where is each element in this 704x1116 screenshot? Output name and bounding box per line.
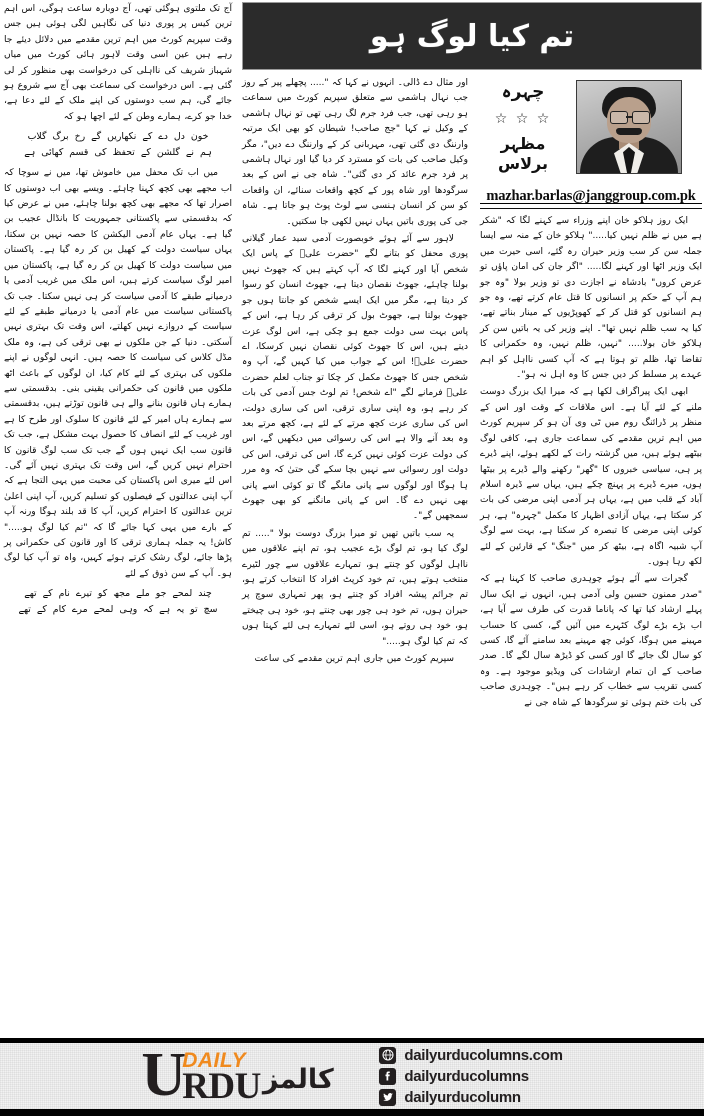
social-label: dailyurducolumns.com xyxy=(404,1046,563,1064)
social-links xyxy=(379,1047,562,1106)
paragraph: ابھی ایک پیراگراف لکھا ہے کہ میرا ایک بزرگ دوست ملنے کے لئے آیا ہے۔ اس ملاقات کے وقت اور اس کے منظر پر ڈرائنگ روم میں ٹی وی آن ہو کر سپریم کورٹ میں اہم ترین مقدمے کی سماعت جاری ہے، کافی لوگ بیٹھے ہوئے ہیں، میں گزشتہ رات کے لکھے ہوئے، اپنے ڈیرے پر ہی، سیاسی خبروں کا "گھر" رکھنے والے ڈیرے پر بیٹھا ہوں، میرے ڈیرے پر پہنچ چکے ہیں، یہاں سے ڈیرہ اسلام آباد کے قلب میں ہے، یہاں ہر آدمی اپنی مرضی کی بات کر سکتا ہے، یہاں آزادی اظہار کا مکمل "چہرہ" ہے، ہر کوئی اپنی مرضی کا تبصرہ کر سکتا ہے، بہت سے لوگ آپ شبیہ اگاہ ہے، بیٹھ کر میں "جنگ" کے قارئین کے لئے لکھ رہا ہوں۔ xyxy=(480,387,702,567)
article-title-banner xyxy=(242,2,702,70)
paragraph: لاہور سے آئے ہوئے خوبصورت آدمی سید عمار گیلانی پوری محفل کو بتانے لگے "حضرت علیؓ کے پاس ایک شخص آیا اور کہنے لگا کہ آپ کہتے ہیں کہ جھوٹ نہیں بولنا چاہئے، جھوٹ نقصان دیتا ہے، جھوٹ انسان کو رسوا کر دیتا ہے، مگر میں ایک ایسے شخص کو جانتا ہوں جو جھوٹ بولتا ہے، جھوٹ بول کر ترقی کر رہا ہے، اس کے پاس بہت سی دولت جمع ہو چکی ہے، اس لوگ عزت دیتے ہیں، اس کا جھوٹ کوئی نقصان نہیں کرسکا، اے حضرت علیؓ! اس کے جواب میں کیا کہیں گے، آپ وہ شخص جس کا جھوٹ مکمل کر چکا تو جناب لعلم حضرت علیؓ فرمانے لگے "اے شخص! تم لوٹ جس آدمی کی بات کر رہے ہو، وہ اپنی ساری ترقی، اس کی ساری دولت، اس کی ساری عزت کچھ مرتے کے لئے ہے، کچھ مرتے بعد وہ بعد آنے والا ہے اس کی رسوائی میں دیکھیں گے، اس کی دولت عزت کوئی نہیں کرے گا، اس کی ترقی، اس کی دولت اور رسوائی سے نہیں بچا سکے گی حتیٰ کہ وہ مرر ہا ہوگا اور لوگوں سے پانی مانگے گا تو کوئی اسے پانی بھی نہیں دے گا۔ اس کے پانی مانگنے کو بھی جھوٹ سمجھیں گے"۔ xyxy=(242,234,468,522)
social-link-twitter[interactable] xyxy=(379,1089,562,1106)
facebook-icon xyxy=(379,1068,396,1085)
social-link-website[interactable] xyxy=(379,1047,562,1064)
footer-bottom-rule xyxy=(0,1109,704,1116)
verse-line: ہم نے گلشن کے تحفظ کی قسم کھائی ہے xyxy=(24,147,212,159)
logo-letter-u: U xyxy=(141,1041,187,1110)
social-link-facebook[interactable] xyxy=(379,1068,562,1085)
paragraph: ایک روز ہلاکو خان اپنے وزراء سے کہنے لگا کہ "شکر ہے میں نے ظلم نہیں کیا....." ہلاکو خان کے منہ سے ایسا جملہ سن کر سب وزیر حیران رہ گئے، اسی حیرت میں ایک وزیر اٹھا اور کہنے لگا..... "اگر جان کی امان پاؤں تو عرض کروں" بادشاہ نے اجازت دی تو وزیر بولا "وہ جو ہم آپ کے حکم پر انسانوں کا قتل عام کرتے تھے، وہ جو ہم انسانوں کو قتل کر کے کھوپڑیوں کے مینار بناتے تھے، کیا یہ سب ظلم نہیں تھا"۔ اپنے وزیر کی یہ باتیں سن کر ہلاکو خان بولا..... "نہیں، ظلم نہیں، وہ حکمرانی کا تقاضا تھا، ظلم تو ہوتا ہے کہ آپ کسی نااہل کو اہم عہدے پر مسلط کر دیں جس کا وہ اہل نہ ہو"۔ xyxy=(480,216,702,381)
paragraph: گجرات سے آئے ہوئے چوہدری صاحب کا کہنا ہے کہ "صدر ممنون حسین ولی آدمی ہیں، انہوں نے ایک سال پہلے ارشاد کیا تھا کہ پاناما قدرت کی طرف سے آیا ہے، اب بڑے بڑے لوگ کٹہرے میں آئیں گے، کسی کا حساب مہینے میں ہوگا، کوئی چھ مہینے بعد سامنے آئے گا، کسی کو سال لگ جائے گا اور کسی کو ڈیڑھ سال لگے گا۔ صدر صاحب کے ان تمام ارشادات کی ویڈیو موجود ہے۔ وہ کسی تقریب سے خطاب کر رہے ہیں"۔ چوہدری صاحب کی بات ختم ہوئی تو سرگودھا کے شاہ جی نے xyxy=(480,574,702,708)
paragraph: سپریم کورٹ میں جاری اہم ترین مقدمے کی ساعت xyxy=(254,654,454,665)
verse-line: خون دل دے کے نکھاریں گے رخ برگ گلاب xyxy=(27,131,209,143)
paragraph: آج تک ملتوی ہوگئی تھی، آج دوبارہ ساعت ہوگی، اس اہم ترین کیس پر پوری دنیا کی نگاہیں لگی ہوئی ہیں جس وقت سپریم کورٹ میں اہم ترین مقدمے میں دلائل دیئے جا رہے ہیں عین اسی وقت لاہور ہائی کورٹ میں میاں شہباز شریف کی نااہلی کی درخواست بھی منظور کر لی گئی ہے۔ اس درخواست کی سماعت بھی آج سے شروع ہو جائے گی، ہم سب دوستوں کی اپنے ملک کے لئے دعا ہے، خدا جو کرے، ہمارے وطن کے لئے اچھا ہو کہ xyxy=(4,4,232,122)
paragraph: اور مثال دے ڈالی۔ انہوں نے کہا کہ "..... پچھلے پیر کے روز جب نہال ہاشمی سے متعلق سپریم کورٹ میں سماعت ہو رہی تھی، جب فرد جرم لگ رہی تھی تو نہال ہاشمی کے وکیل نے کہا "جج صاحب! شیطان کو بھی ایک مرتبہ وارننگ دی گئی تھی، مہربانی کر کے وارننگ دے دیں"، مگر وکیل صاحب کی بات کو مسترد کر دیا گیا اور نہال ہاشمی پر فرد جرم عائد کر دی گئی"۔ شاہ جی نے اس کے بعد سرگودھا اور شاہ پور کے کچھ واقعات سنائے، ان واقعات کو سن کر انسان ہنسی سے لوٹ پوٹ ہو جاتا ہے۔ شاہ جی کی پوری باتیں یہاں نہیں لکھی جا سکتیں۔ xyxy=(242,78,468,227)
verse-line: چند لمحے جو ملے مجھ کو تیرے نام کے تھے xyxy=(24,588,212,600)
author-byline-box xyxy=(480,76,702,204)
brand-logo[interactable] xyxy=(141,1041,349,1110)
site-footer xyxy=(0,1043,704,1109)
byline-meta xyxy=(480,76,566,173)
logo-daily-text: DAILY xyxy=(182,1049,247,1073)
byline-divider xyxy=(480,208,702,209)
paragraph: یہ سب باتیں تھیں تو میرا بزرگ دوست بولا "..... تم لوگ کیا ہو، تم لوگ بڑے عجیب ہو، تم اپنے علاقوں میں نااہل لوگوں کو چنتے ہو، تمہارے علاقوں سے چور لٹیرے منتخب ہوتے ہیں، تم خود کرپٹ افراد کا انتخاب کرتے ہو، تم جرائم پیشہ افراد کو چنتے ہو، پھر تمہاری سوچ پر حیران ہوں، تم خود ہی چور بھی چنتے ہو، خود ہی چیختے ہو، خود ہی روتے ہو، اسی لئے تمہارے ہی لئے کہتا ہوں کہ تم کیا لوگ ہو....." xyxy=(242,528,468,647)
page-title: تم کیا لوگ ہو xyxy=(369,18,575,54)
text-column-middle xyxy=(242,76,468,1032)
author-email[interactable]: mazhar.barlas@janggroup.com.pk xyxy=(486,188,696,204)
twitter-icon xyxy=(379,1089,396,1106)
author-photo-wrap xyxy=(566,76,692,174)
author-name: مظہر برلاس xyxy=(498,134,548,173)
logo-rdu-text: RDU xyxy=(182,1066,261,1108)
text-column-left xyxy=(4,2,232,1032)
column-name: چہرہ xyxy=(501,82,545,102)
avatar xyxy=(576,80,682,174)
paragraph: میں اب تک محفل میں خاموش تھا، میں نے سوچا کہ اب مجھے بھی کچھ کہنا چاہئے۔ ویسے بھی اب دوستوں کا اصرار تھا کہ مجھے بھی کچھ بولنا چاہئے، میں نے عرض کیا کہ بدقسمتی سے پاکستانی جمہوریت کا بانڈال عجیب بن گیا ہے۔ یہاں عام آدمی الیکشن کا حصہ نہیں بن سکتا، یہاں سیاست دولت کے کھیل بن کر رہ گیا ہے۔ پاکستان میں سیاست دولت کا کھیل بن کر رہ گیا ہے، پاکستان میں امیر لوگ سیاست کرتے ہیں، اس ملک میں غریب آدمی یا درمیانے طبقے کا آدمی سیاست کر ہی نہیں سکتا۔ جب تک پاکستانی سیاست میں عام آدمی یا درمیانے طبقے کے لئے سیاست کے دروازے نہیں کھلتے، اس وقت تک بہتری نہیں آسکتی۔ دنیا کے جن ملکوں نے بھی ترقی کی ہے، وہ ملک مڈل کلاس کی سیاست کا حصہ ہیں۔ انہی لوگوں نے اپنے ملکوں کی بہتری کے لئے کام کیا، ان لوگوں کے باعث اٹھ ملکوں میں قانون کی حکمرانی یقینی بنی۔ بدقسمتی سے ہمارے ہاں قانون بنانے والے ہی قانون توڑتے ہیں، بدقسمتی سے ہمارے ہاں امیر کے لئے قانون کا سلوک اور طرح کا ہے اور غریب کے لئے انصاف کا حصول بہت مشکل ہے، جب تک قانون سب ایک نہیں ہوں گے جب تک سب لوگ قانون کا احترام نہیں کریں گے، اس وقت تک بہتری نہیں آئے گی۔ اس لئے میری اس پاکستان کی محبت میں یہی التجا ہے کہ آپ اپنی عدالتوں کے فیصلوں کو تسلیم کریں، آپ اپنی اعلیٰ ترین عدالتوں کا احترام کریں، آپ کا قد بلند ہوگا ورنہ آپ کے بارے میں یہی کہا جائے گا کہ "تم کیا لوگ ہو....." کاش! یہ جملہ ہماری ترقی کا اور قانون کی حکمرانی پر پڑھا جائے، لوگ رشک کرتے ہوئے کہیں، واہ تو آپ کیا لوگ ہو۔ آپ کے سن ذوق کے لئے xyxy=(4,168,232,579)
poetry-verse-top xyxy=(4,129,232,161)
verse-line: سچ تو یہ ہے کہ وہی لمحے مرے کام کے تھے xyxy=(18,604,218,616)
text-column-right xyxy=(480,214,702,1032)
logo-urdu-script: کالمز xyxy=(262,1063,334,1095)
star-rating-decoration: ☆ ☆ ☆ xyxy=(494,111,552,128)
social-label: dailyurducolumns xyxy=(404,1067,529,1085)
poetry-verse-bottom xyxy=(4,586,232,618)
globe-icon xyxy=(379,1047,396,1064)
social-label: dailyurducolumn xyxy=(404,1088,521,1106)
